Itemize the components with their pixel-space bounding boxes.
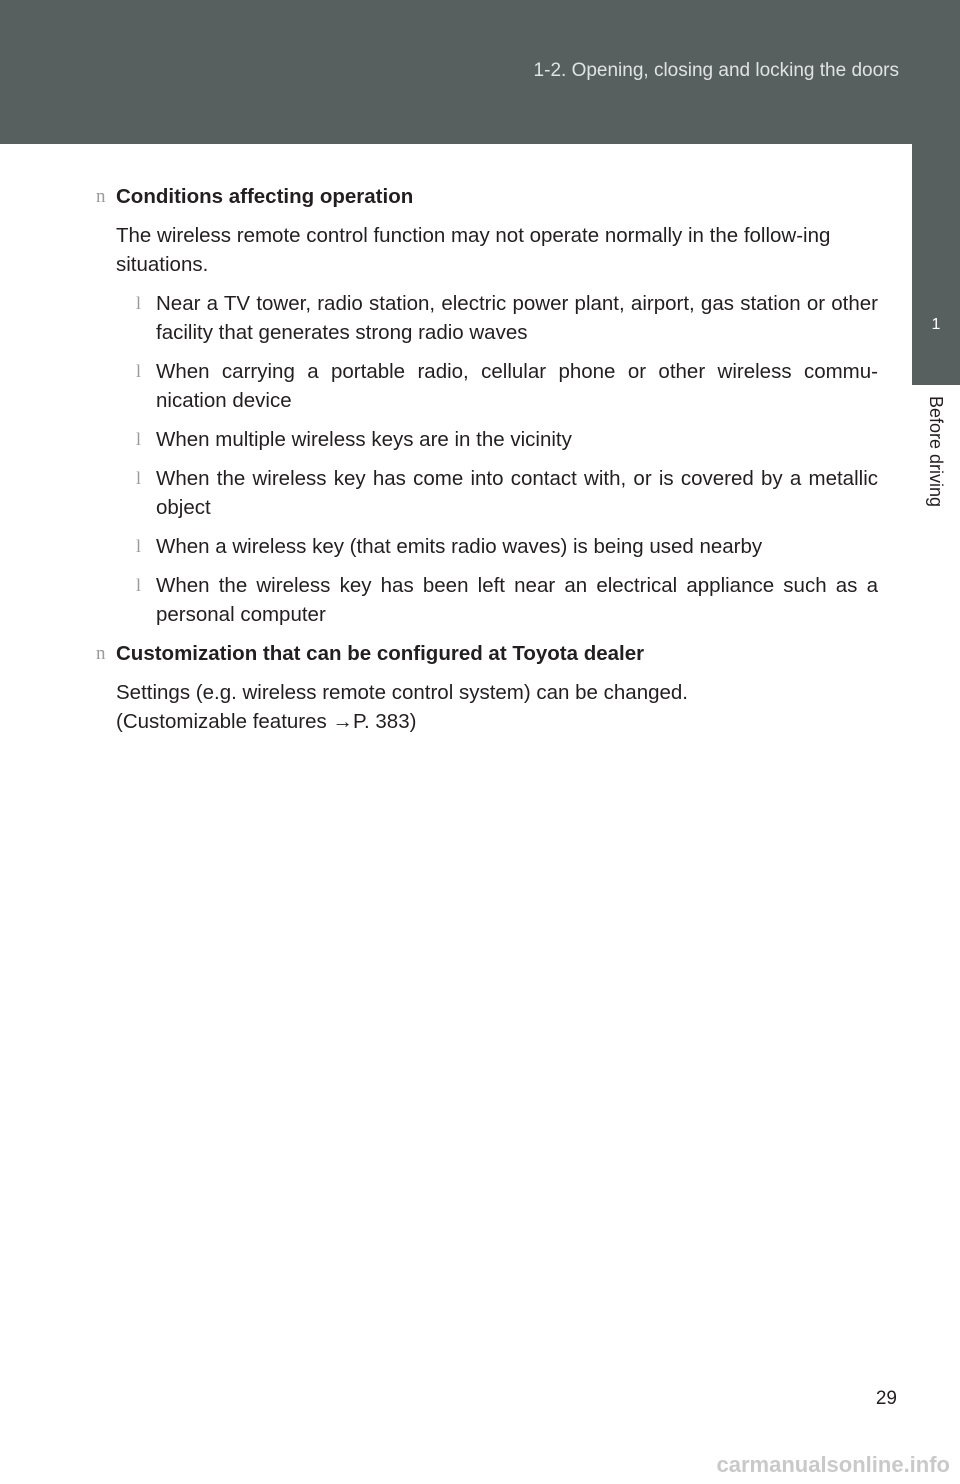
list-item-text: When multiple wireless keys are in the vicinity <box>156 428 572 451</box>
section-heading-text: Conditions affecting operation <box>116 185 414 208</box>
list-item-text: When a wireless key (that emits radio waves) is being used nearby <box>156 535 763 558</box>
cross-reference-link: (Customizable features →P. 383) <box>116 710 417 733</box>
section-marker-icon: n <box>96 643 106 664</box>
bullet-icon: l <box>136 361 142 381</box>
list-item <box>136 425 878 454</box>
chapter-label <box>912 396 960 536</box>
page-number: 29 <box>875 1388 897 1409</box>
section-conditions <box>96 182 878 629</box>
chapter-tab <box>912 0 960 385</box>
bullet-icon: l <box>136 536 142 556</box>
paragraph-text: Settings (e.g. wireless remote control system) can be changed. <box>116 681 688 704</box>
section-customization <box>96 639 878 736</box>
list-item-text: When the wireless key has come into contact with, or is covered by a metallic object <box>156 467 878 519</box>
bullet-list <box>96 289 878 629</box>
page-content <box>96 182 878 746</box>
list-item <box>136 289 878 347</box>
bullet-icon: l <box>136 575 142 595</box>
section-heading-text: Customization that can be configured at Toyota dealer <box>116 642 645 665</box>
section-marker-icon: n <box>96 186 106 207</box>
list-item <box>136 571 878 629</box>
section-heading <box>96 182 878 211</box>
paragraph-text: The wireless remote control function may not operate normally in the follow-ing situations. <box>116 224 831 276</box>
bullet-icon: l <box>136 293 142 313</box>
list-item-text: When carrying a portable radio, cellular phone or other wireless commu-nication device <box>156 360 878 412</box>
list-item-text: Near a TV tower, radio station, electric power plant, airport, gas station or other facility that generates strong radio waves <box>156 292 878 344</box>
chapter-tab-number: 1 <box>931 316 941 333</box>
section-paragraph <box>96 221 878 279</box>
list-item <box>136 532 878 561</box>
header-title: 1-2. Opening, closing and locking the doors <box>533 60 899 81</box>
page-header <box>0 0 960 144</box>
list-item <box>136 464 878 522</box>
bullet-icon: l <box>136 468 142 488</box>
section-paragraph <box>96 678 878 736</box>
watermark: carmanualsonline.info <box>716 1452 950 1477</box>
list-item <box>136 357 878 415</box>
list-item-text: When the wireless key has been left near an electrical appliance such as a personal computer <box>156 574 878 626</box>
section-heading <box>96 639 878 668</box>
chapter-label-text: Before driving <box>926 396 946 508</box>
bullet-icon: l <box>136 429 142 449</box>
